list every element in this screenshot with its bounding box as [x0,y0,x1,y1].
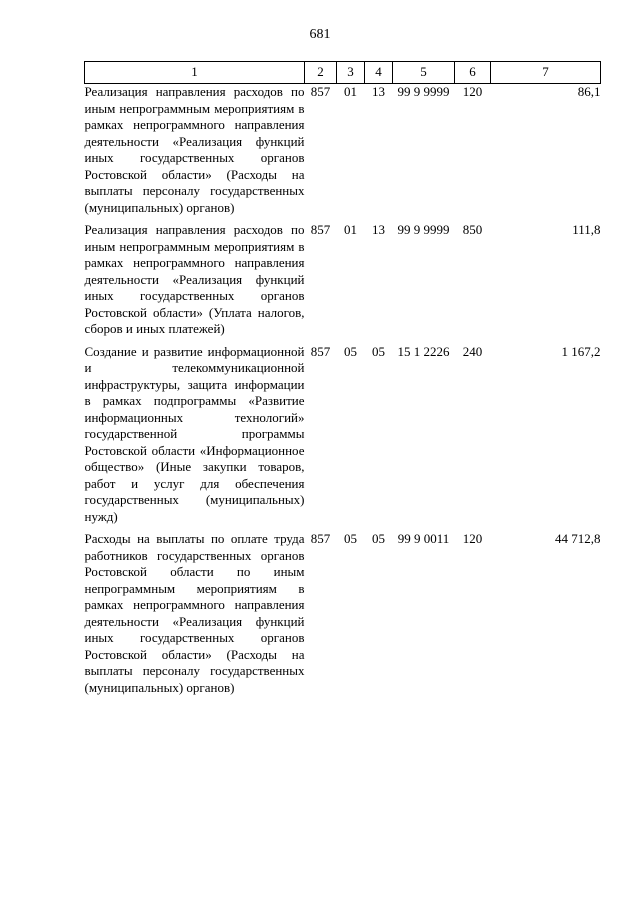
row-ministry-code: 857 [310,531,331,546]
row-amount: 111,8 [572,222,601,237]
column-header-3: 3 [337,62,365,84]
row-expense-type: 120 [462,531,483,546]
row-ministry-code: 857 [310,84,331,99]
page-number: 681 [309,27,331,42]
table-row [85,344,601,532]
row-amount: 44 712,8 [555,531,601,546]
table-header-row [85,62,601,84]
row-subsection-code: 05 [372,343,385,359]
row-target-article: 99 9 9999 [397,222,450,237]
row-expense-type: 240 [462,343,483,359]
row-amount: 86,1 [577,84,601,99]
column-header-5: 5 [393,62,455,84]
row-section-code: 05 [344,343,357,359]
row-target-article: 99 9 9999 [397,84,450,99]
row-description: Расходы на выплаты по оплате труда работников государственных органов Ростовской области по иным непрограммным мероприятиям в рамках непрограммного направления деятельности «Реализация функций иных государственных органов Ростовской области» (Расходы на выплаты персоналу государственных (муниципальных) органов) [84,531,305,695]
row-description: Реализация направления расходов по иным непрограммным мероприятиям в рамках непрограммного направления деятельности «Реализация функций иных государственных органов Ростовской области» (Уплата налогов, сборов и иных платежей) [84,222,305,336]
row-target-article: 15 1 2226 [397,343,450,359]
column-header-1: 1 [85,62,305,84]
column-header-4: 4 [365,62,393,84]
row-ministry-code: 857 [310,222,331,237]
row-section-code: 01 [344,84,357,99]
row-subsection-code: 13 [372,222,385,237]
column-header-2: 2 [305,62,337,84]
column-header-7: 7 [491,62,601,84]
row-ministry-code: 857 [310,343,331,359]
table-row [85,531,601,702]
row-section-code: 01 [344,222,357,237]
row-subsection-code: 13 [372,84,385,99]
row-amount: 1 167,2 [561,343,601,359]
budget-table [84,61,601,702]
row-description: Реализация направления расходов по иным непрограммным мероприятиям в рамках непрограммного направления деятельности «Реализация функций иных государственных органов Ростовской области» (Расходы на выплаты персоналу государственных (муниципальных) органов) [84,84,305,215]
table-row [85,222,601,344]
row-expense-type: 850 [462,222,483,237]
table-row [85,84,601,223]
row-section-code: 05 [344,531,357,546]
column-header-6: 6 [455,62,491,84]
row-description: Создание и развитие информационной и телекоммуникационной инфраструктуры, защита информации в рамках подпрограммы «Развитие информационных технологий» государственной программы Ростовской области «Информационное общество» (Иные закупки товаров, работ и услуг для обеспечения государственных (муниципальных) нужд) [84,343,305,524]
row-subsection-code: 05 [372,531,385,546]
row-target-article: 99 9 0011 [397,531,450,546]
row-expense-type: 120 [462,84,483,99]
